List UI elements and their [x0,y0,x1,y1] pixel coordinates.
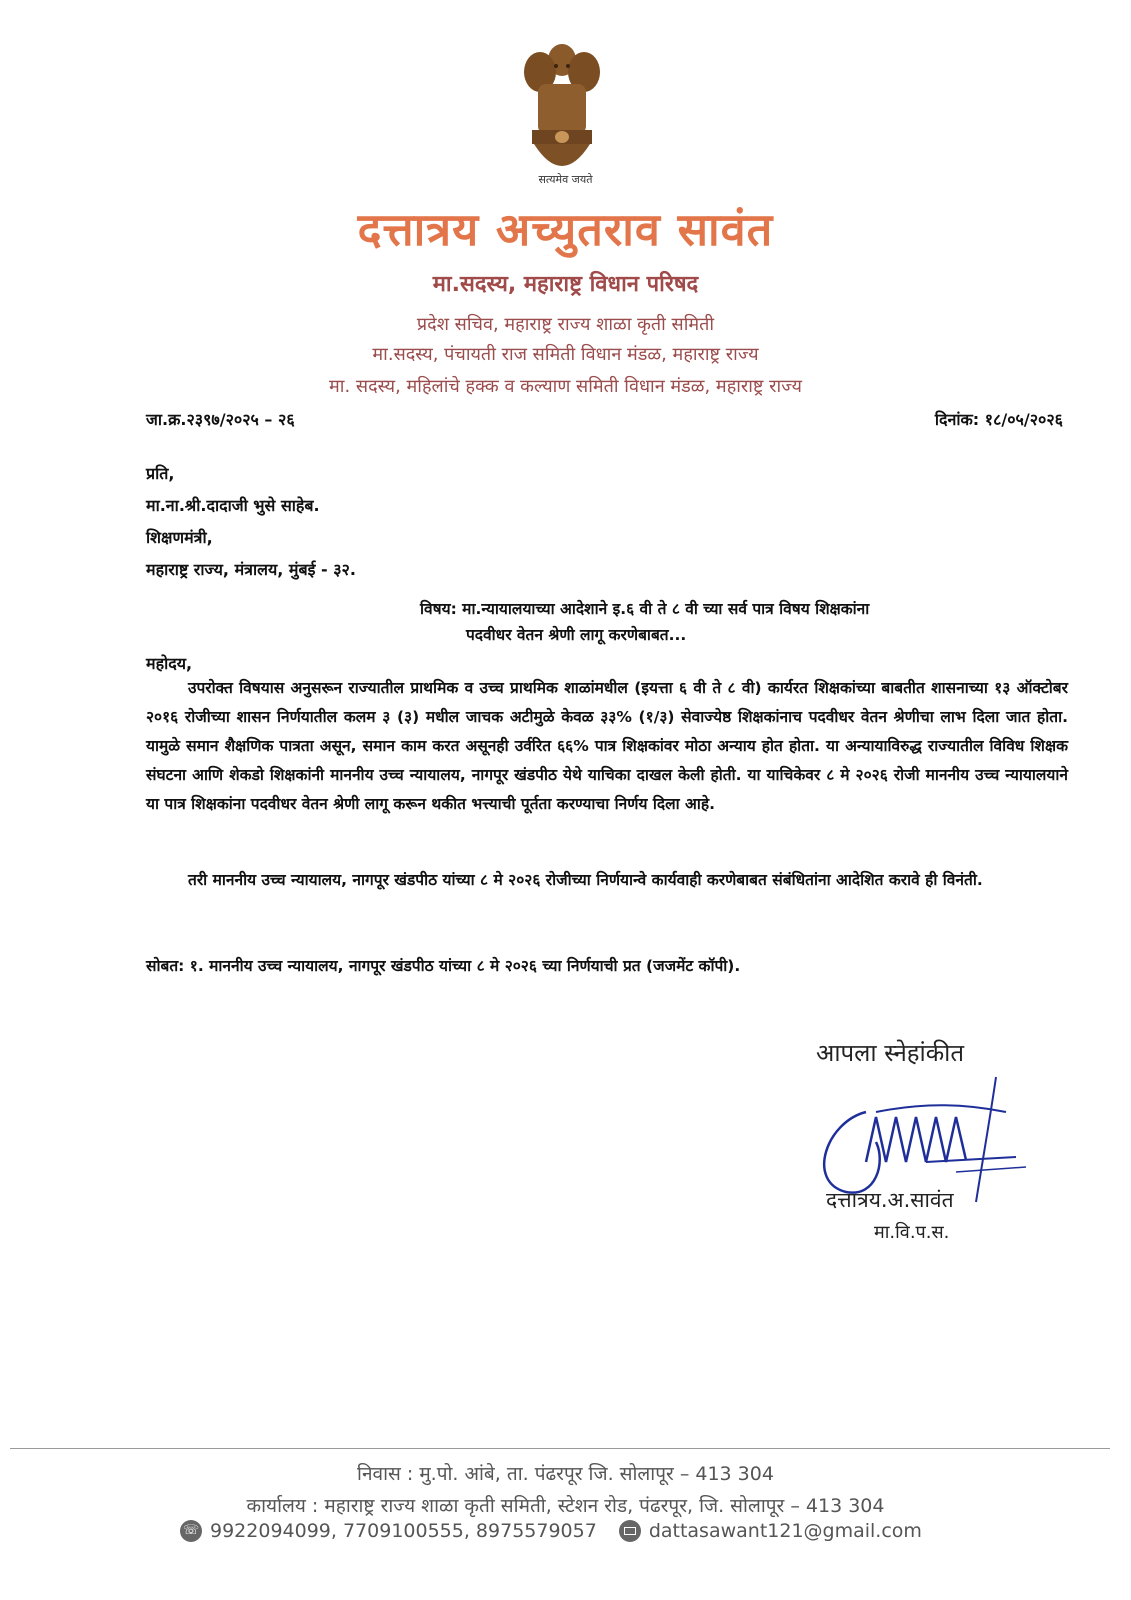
email-icon [619,1520,641,1542]
footer-phones: 9922094099, 7709100555, 8975579057 [210,1520,597,1542]
sender-title-primary: मा.सदस्य, महाराष्ट्र विधान परिषद [432,272,699,297]
recipient-address [146,458,356,586]
reference-number: जा.क्र.२३९७/२०२५ – २६ [146,410,295,429]
footer-divider [10,1448,1110,1449]
address-line: शिक्षणमंत्री, [146,528,213,547]
emblem-motto: सत्यमेव जयते [538,173,593,186]
signatory-designation: मा.वि.प.स. [874,1222,950,1243]
subject-line: पदवीधर वेतन श्रेणी लागू करणेबाबत... [466,626,687,644]
body-paragraph-2: तरी माननीय उच्च न्यायालय, नागपूर खंडपीठ यांच्या ८ मे २०२६ रोजीच्या निर्णयान्वे कार्यवाही करणेबाबत संबंधितांना आदेशित करावे ही विनंती. [188,871,983,889]
sender-title-3: मा.सदस्य, पंचायती राज समिती विधान मंडळ, महाराष्ट्र राज्य [372,344,759,365]
footer-residence: निवास : मु.पो. आंबे, ता. पंढरपूर जि. सोलापूर – 413 304 [357,1463,774,1485]
closing-phrase: आपला स्नेहांकीत [816,1039,965,1067]
sender-title-4: मा. सदस्य, महिलांचे हक्क व कल्याण समिती विधान मंडळ, महाराष्ट्र राज्य [329,376,802,397]
subject [420,596,869,648]
sender-name: दत्तात्रय अच्युतराव सावंत [357,203,774,256]
signatory-name: दत्तात्रय.अ.सावंत [826,1188,954,1212]
national-emblem-icon [516,38,608,178]
sender-title-2: प्रदेश सचिव, महाराष्ट्र राज्य शाळा कृती समिती [416,314,715,335]
footer-contact [180,1520,922,1542]
address-line: प्रति, [146,464,175,483]
phone-icon: ☏ [180,1520,202,1542]
address-line: मा.ना.श्री.दादाजी भुसे साहेब. [146,496,320,515]
footer-email[interactable]: dattasawant121@gmail.com [648,1520,922,1542]
enclosure: सोबत: १. माननीय उच्च न्यायालय, नागपूर खंडपीठ यांच्या ८ मे २०२६ च्या निर्णयाची प्रत (जजमेंट कॉपी). [146,957,741,975]
footer-office: कार्यालय : महाराष्ट्र राज्य शाळा कृती समिती, स्टेशन रोड, पंढरपूर, जि. सोलापूर – 413 304 [246,1495,885,1517]
subject-line: विषय: मा.न्यायालयाच्या आदेशाने इ.६ वी ते ८ वी च्या सर्व पात्र विषय शिक्षकांना [420,600,870,618]
body-paragraph-1: उपरोक्त विषयास अनुसरून राज्यातील प्राथमिक व उच्च प्राथमिक शाळांमधील (इयत्ता ६ वी ते ८ वी) कार्यरत शिक्षकांच्या बाबतीत शासनाच्या १३ ऑक्टोबर २०१६ रोजीच्या शासन निर्णयातील कलम ३ (३) मधील जाचक अटीमुळे केवळ ३३% (१/३) सेवाज्येष्ठ शिक्षकांनाच पदवीधर वेतन श्रेणीचा लाभ दिला जात होता. यामुळे समान शैक्षणिक पात्रता असून, समान काम करत असूनही उर्वरित ६६% पात्र शिक्षकांवर मोठा अन्याय होत होता. या अन्यायाविरुद्ध राज्यातील विविध शिक्षक संघटना आणि शेकडो शिक्षकांनी माननीय उच्च न्यायालय, नागपूर खंडपीठ येथे याचिका दाखल केली होती. या याचिकेवर ८ मे २०२६ रोजी माननीय उच्च न्यायालयाने या पात्र शिक्षकांना पदवीधर वेतन श्रेणी लागू करून थकीत भत्त्याची पूर्तता करण्याचा निर्णय दिला आहे. [146,679,1068,813]
salutation: महोदय, [146,654,193,673]
letter-date: दिनांक: १८/०५/२०२६ [934,410,1063,429]
address-line: महाराष्ट्र राज्य, मंत्रालय, मुंबई - ३२. [146,560,356,579]
